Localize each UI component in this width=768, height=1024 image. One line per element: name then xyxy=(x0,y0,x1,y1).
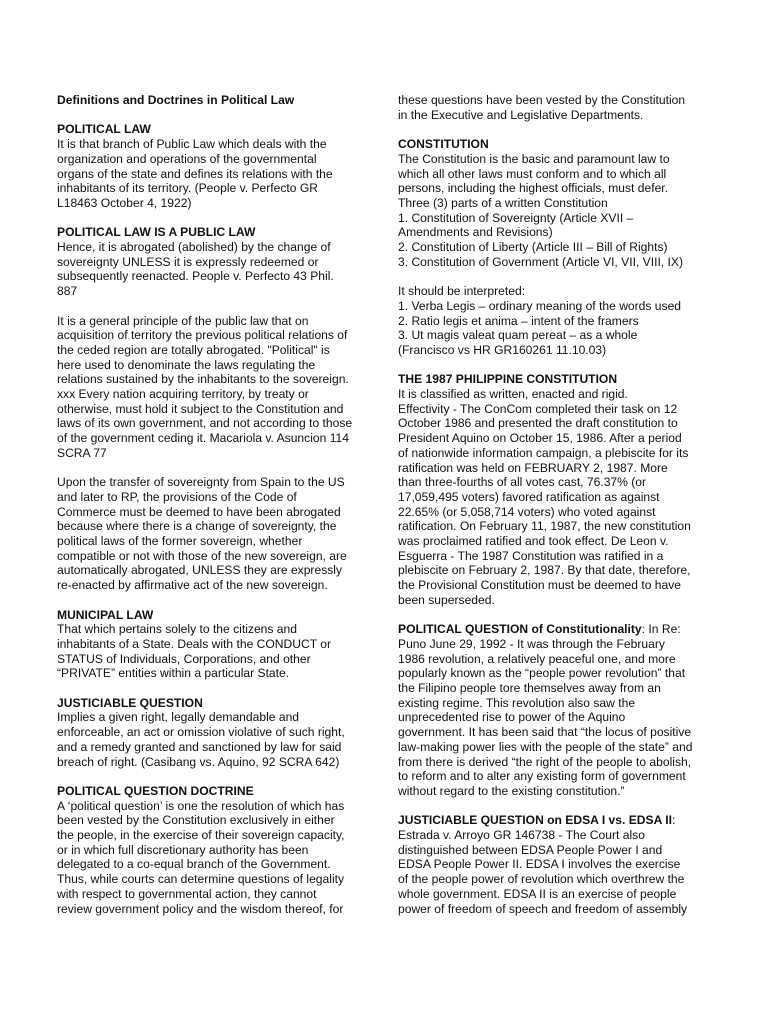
section-heading: POLITICAL LAW xyxy=(57,122,151,137)
text-line: whole government. EDSA II is an exercise of people xyxy=(398,886,677,901)
text-line: inhabitants of a State. Deals with the CONDUCT or xyxy=(57,636,332,651)
text-line: Puno June 29, 1992 - It was through the February xyxy=(398,636,665,651)
text-line: subsequently reenacted. People v. Perfecto 43 Phil. xyxy=(57,269,334,284)
text-line: of nationwide information campaign, a plebiscite for its xyxy=(398,445,689,460)
text-line: review government policy and the wisdom thereof, for xyxy=(57,901,344,916)
text-line: October 1986 and presented the draft constitution to xyxy=(398,416,678,431)
text-line: EDSA People Power II. EDSA I involves the exercise xyxy=(398,857,681,872)
text-line: power of freedom of speech and freedom of assembly xyxy=(398,901,688,916)
text-line: 17,059,495 voters) favored ratification as against xyxy=(398,489,660,504)
text-line: popularly known as the “people power revolution” that xyxy=(398,666,686,681)
doc-title: Definitions and Doctrines in Political Law xyxy=(57,93,295,107)
section-political-law xyxy=(57,122,375,210)
text-line: 2. Ratio legis et anima – intent of the framers xyxy=(398,313,639,328)
text-line: plebiscite on February 2, 1987. By that date, therefore, xyxy=(398,563,691,578)
text-line: STATUS of Individuals, Corporations, and other xyxy=(57,651,311,666)
text-line: It should be interpreted: xyxy=(398,284,526,299)
section-political-law-public xyxy=(57,225,375,299)
paragraph-continuation xyxy=(398,93,716,122)
text-line: was proclaimed ratified and took effect. De Leon v. xyxy=(398,534,669,549)
text-line: with respect to governmental action, they cannot xyxy=(57,886,317,901)
text-line: the Provisional Constitution must be deemed to have xyxy=(398,578,682,593)
section-heading: POLITICAL LAW IS A PUBLIC LAW xyxy=(57,225,256,240)
text-line: delegated to a co-equal branch of the Government. xyxy=(57,857,331,872)
text-line: (Francisco vs HR GR160261 11.10.03) xyxy=(398,342,607,357)
text-line: “PRIVATE” entities within a particular State. xyxy=(57,666,290,681)
text-line: acquisition of territory the previous political relations of xyxy=(57,328,348,343)
text-line: A ‘political question’ is one the resolution of which has xyxy=(57,798,345,813)
text-line: Estrada v. Arroyo GR 146738 - The Court also xyxy=(398,828,645,843)
section-constitution xyxy=(398,137,716,269)
text-line: without regard to the existing constitution.” xyxy=(398,783,625,798)
doc-title-block xyxy=(57,93,375,108)
inline-heading-line xyxy=(398,813,716,828)
section-heading: POLITICAL QUESTION DOCTRINE xyxy=(57,783,254,798)
text-line: the ceded region are totally abrogated. "Political" is xyxy=(57,342,330,357)
text-line: 1. Constitution of Sovereignty (Article XVII – xyxy=(398,210,634,225)
text-line: Implies a given right, legally demandable and xyxy=(57,710,300,725)
text-line: inhabitants of its territory. (People v. Perfecto GR xyxy=(57,181,319,196)
text-line: unprecedented rise to power of the Aquino xyxy=(398,710,626,725)
text-line: of the government ceding it. Macariola v. Asuncion 114 xyxy=(57,431,349,446)
text-line: Hence, it is abrogated (abolished) by the change of xyxy=(57,240,331,254)
text-line: It is classified as written, enacted and rigid. xyxy=(398,387,628,402)
text-line: sovereignty UNLESS it is expressly redeemed or xyxy=(57,254,319,269)
text-line: or in which full discretionary authority has been xyxy=(57,842,309,857)
section-justiciable-edsa xyxy=(398,813,716,916)
text-line: which all other laws must conform and to which all xyxy=(398,166,667,181)
text-line: and later to RP, the provisions of the Code of xyxy=(57,489,297,504)
left-column xyxy=(57,93,375,931)
inline-heading: JUSTICIABLE QUESTION on EDSA I vs. EDSA II xyxy=(398,813,672,828)
text-line: It is a general principle of the public law that on xyxy=(57,313,309,328)
text-line: That which pertains solely to the citizens and xyxy=(57,622,297,637)
text-line: 2. Constitution of Liberty (Article III – Bill of Rights) xyxy=(398,240,668,255)
text-line: L18463 October 4, 1922) xyxy=(57,195,192,210)
section-heading: CONSTITUTION xyxy=(398,137,489,152)
text-line: been vested by the Constitution exclusively in either xyxy=(57,813,335,828)
text-line: relations sustained by the inhabitants to the sovereign. xyxy=(57,372,349,387)
text-line: distinguished between EDSA People Power I and xyxy=(398,842,663,857)
text-line: Upon the transfer of sovereignty from Spain to the US xyxy=(57,475,345,490)
text-line: 1986 revolution, a relatively peaceful one, and more xyxy=(398,651,676,666)
inline-heading: POLITICAL QUESTION of Constitutionality xyxy=(398,622,642,637)
text-line: The Constitution is the basic and paramount law to xyxy=(398,151,670,166)
text-line: to reform and to alter any existing form of government xyxy=(398,769,686,784)
right-column xyxy=(398,93,716,931)
text-line: ratification. On February 11, 1987, the new constitution xyxy=(398,519,691,534)
text-line: 22.65% (or 5,058,714 voters) who voted against xyxy=(398,504,656,519)
text-line: Thus, while courts can determine questions of legality xyxy=(57,872,345,887)
paragraph-transfer-sovereignty xyxy=(57,475,375,593)
inline-heading-rest: : In Re: xyxy=(641,622,681,637)
text-line: breach of right. (Casibang vs. Aquino, 92 SCRA 642) xyxy=(57,754,340,769)
text-line: of the people power of revolution which overthrew the xyxy=(398,872,685,887)
section-heading: MUNICIPAL LAW xyxy=(57,607,154,622)
text-line: 3. Ut magis valeat quam pereat – as a whole xyxy=(398,328,638,343)
text-line: here used to denominate the laws regulating the xyxy=(57,357,316,372)
text-line: ratification was held on FEBRUARY 2, 1987. More xyxy=(398,460,668,475)
text-line: Amendments and Revisions) xyxy=(398,225,553,240)
text-line: law-making power lies with the people of the state” and xyxy=(398,739,693,754)
text-line: Commerce must be deemed to have been abrogated xyxy=(57,504,341,519)
text-line: been superseded. xyxy=(398,592,495,607)
text-line: because where there is a change of sovereignty, the xyxy=(57,519,337,534)
text-line: existing regime. This revolution also saw the xyxy=(398,695,636,710)
text-line: and a remedy granted and sanctioned by law for said xyxy=(57,739,342,754)
inline-heading-rest: : xyxy=(671,813,676,828)
text-line: otherwise, must hold it subject to the Constitution and xyxy=(57,401,344,416)
text-line: persons, including the highest officials, must defer. xyxy=(398,181,669,196)
text-line: enforceable, an act or omission violative of such right, xyxy=(57,725,345,740)
text-line: 887 xyxy=(57,284,78,299)
paragraph-acquisition xyxy=(57,314,375,461)
text-line: Three (3) parts of a written Constitution xyxy=(398,195,608,210)
text-line: organs of the state and defines its relations with the xyxy=(57,166,333,181)
text-line: the Filipino people tore themselves away from an xyxy=(398,681,661,696)
section-political-question-doctrine xyxy=(57,784,375,916)
text-line: 3. Constitution of Government (Article VI, VII, VIII, IX) xyxy=(398,254,683,269)
text-line: 1. Verba Legis – ordinary meaning of the words used xyxy=(398,298,682,313)
text-line: the people, in the exercise of their sovereign capacity, xyxy=(57,828,345,843)
text-line: Effectivity - The ConCom completed their task on 12 xyxy=(398,401,678,416)
text-line: organization and operations of the governmental xyxy=(57,151,317,166)
text-line: from there is derived “the right of the people to abolish, xyxy=(398,754,692,769)
section-heading: THE 1987 PHILIPPINE CONSTITUTION xyxy=(398,372,618,387)
text-line: Esguerra - The 1987 Constitution was ratified in a xyxy=(398,548,664,563)
section-justiciable-question xyxy=(57,696,375,770)
text-line: political laws of the former sovereign, whether xyxy=(57,534,303,549)
text-line: in the Executive and Legislative Departments. xyxy=(398,107,644,122)
text-line: than three-fourths of all votes cast, 76.37% (or xyxy=(398,475,647,490)
section-1987-constitution xyxy=(398,372,716,607)
text-line: xxx Every nation acquiring territory, by treaty or xyxy=(57,387,309,402)
text-line: re-enacted by affirmative act of the new sovereign. xyxy=(57,578,328,593)
inline-heading-line xyxy=(398,622,716,637)
section-municipal-law xyxy=(57,608,375,682)
text-line: government. It has been said that “the locus of positive xyxy=(398,725,692,740)
text-line: laws of its own government, and not according to those xyxy=(57,416,353,431)
text-line: President Aquino on October 15, 1986. After a period xyxy=(398,431,682,446)
text-line: compatible or not with those of the new sovereign, are xyxy=(57,548,347,563)
paragraph-interpretation xyxy=(398,284,716,358)
text-line: these questions have been vested by the Constitution xyxy=(398,93,686,107)
section-heading: JUSTICIABLE QUESTION xyxy=(57,695,203,710)
text-line: automatically abrogated, UNLESS they are expressly xyxy=(57,563,343,578)
text-line: SCRA 77 xyxy=(57,445,107,460)
text-line: It is that branch of Public Law which deals with the xyxy=(57,137,327,152)
section-political-question-constitutionality xyxy=(398,622,716,798)
